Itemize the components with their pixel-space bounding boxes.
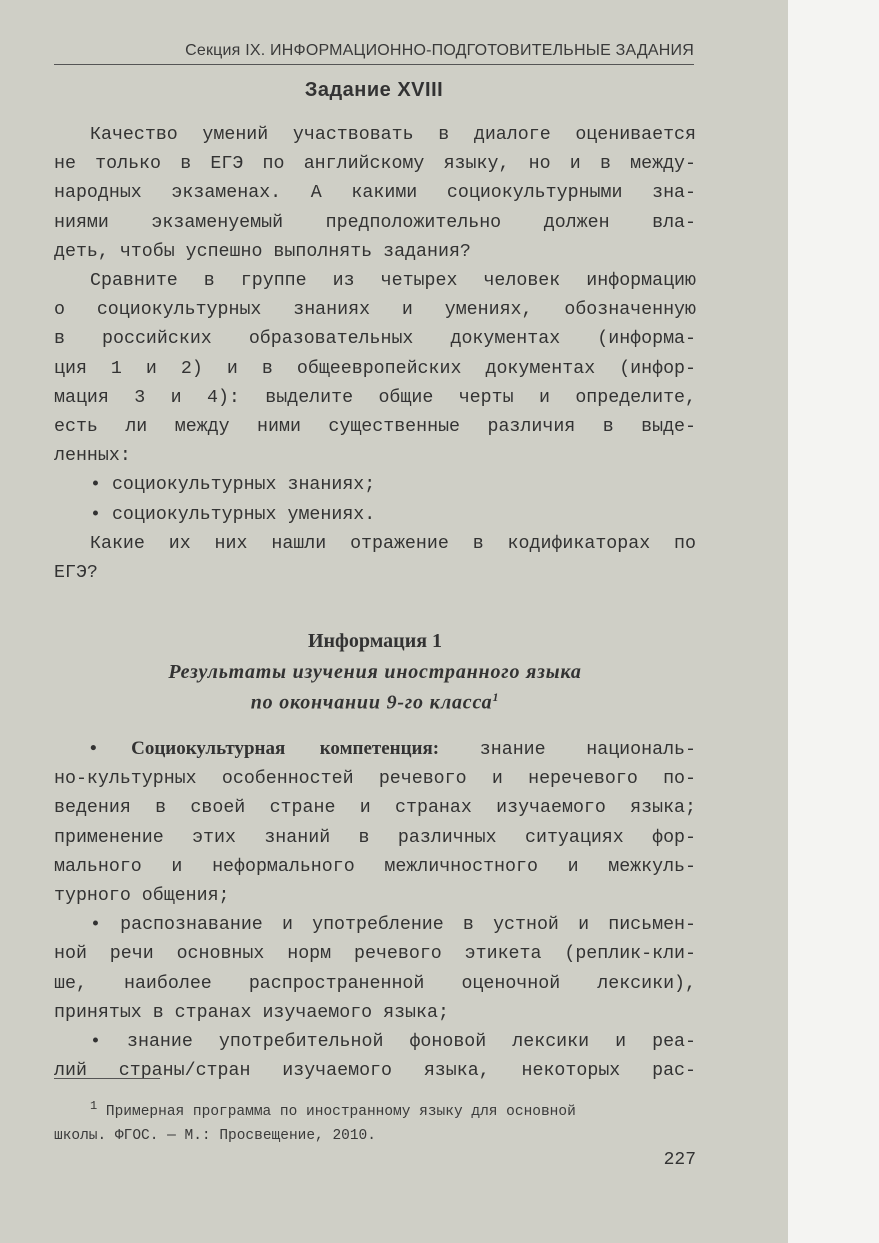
page-number: 227: [663, 1150, 696, 1170]
text-line: мация 3 и 4): выделите общие черты и определите,: [54, 387, 696, 408]
running-head: Секция IX. ИНФОРМАЦИОННО-ПОДГОТОВИТЕЛЬНЫЕ ЗАДАНИЯ: [54, 42, 694, 65]
text-line: не только в ЕГЭ по английскому языку, но и в между-: [54, 154, 696, 175]
text-line: [54, 734, 696, 765]
competence-paragraph: [54, 734, 696, 1086]
footnote-line: [54, 1094, 696, 1124]
footnote: [54, 1094, 696, 1148]
footnote-text: Примерная программа по иностранному языку для основной: [97, 1103, 576, 1120]
text-line: ше, наиболее распространенной оценочной лексики),: [54, 973, 696, 994]
text-line: народных экзаменах. А какими социокультурными зна-: [54, 183, 696, 204]
bullet-item: • социокультурных знаниях;: [90, 475, 376, 496]
text-line: принятых в странах изучаемого языка;: [54, 1002, 449, 1023]
text-line: Сравните в группе из четырех человек информацию: [90, 271, 696, 291]
text-line: лий страны/стран изучаемого языка, некоторых рас-: [54, 1061, 696, 1082]
intro-paragraph: [54, 121, 696, 267]
info-subtitle-line: Результаты изучения иностранного языка: [168, 661, 582, 683]
footnote-mark: 1: [90, 1099, 98, 1113]
footnote-line: школы. ФГОС. — М.: Просвещение, 2010.: [54, 1127, 376, 1144]
info-subtitle-text: по окончании 9-го класса: [250, 691, 493, 714]
text-line: о социокультурных знаниях и умениях, обозначенную: [54, 300, 696, 321]
text-line: ниями экзаменуемый предположительно должен вла-: [54, 212, 696, 233]
page-margin-edge: [788, 0, 879, 1243]
text-line: деть, чтобы успешно выполнять задания?: [54, 241, 471, 262]
competence-term: • Социокультурная компетенция:: [90, 738, 440, 759]
text-line: мального и неформального межличностного и межкуль-: [54, 856, 696, 877]
text-line: ведения в своей стране и странах изучаемого языка;: [54, 798, 696, 819]
bullet-item: • социокультурных умениях.: [90, 504, 376, 525]
text-line: но-культурных особенностей речевого и неречевого по-: [54, 769, 696, 790]
text-line: турного общения;: [54, 886, 230, 907]
footnote-divider: [54, 1078, 160, 1079]
info-subtitle-line: [54, 690, 696, 715]
text-line: ной речи основных норм речевого этикета (реплик-кли-: [54, 944, 696, 965]
text-line: Какие их них нашли отражение в кодификаторах по: [90, 533, 696, 554]
info-heading: Информация 1: [307, 630, 443, 652]
text-line: • знание употребительной фоновой лексики и реа-: [90, 1032, 696, 1053]
text-line: применение этих знаний в различных ситуациях фор-: [54, 827, 696, 848]
text-line: ленных:: [54, 446, 131, 467]
text-line: в российских образовательных документах (информа-: [54, 329, 696, 350]
text-line: есть ли между ними существенные различия в выде-: [54, 417, 696, 438]
text-line: ция 1 и 2) и в общеевропейских документах (инфор-: [54, 358, 696, 379]
text-line: Качество умений участвовать в диалоге оценивается: [90, 125, 696, 145]
text-line: ЕГЭ?: [54, 563, 98, 584]
footnote-ref: 1: [492, 690, 500, 704]
compare-paragraph: [54, 267, 696, 588]
text-line: • распознавание и употребление в устной и письмен-: [90, 915, 696, 936]
competence-text: знание националь-: [439, 740, 696, 760]
task-title: Задание XVIII: [304, 79, 444, 101]
